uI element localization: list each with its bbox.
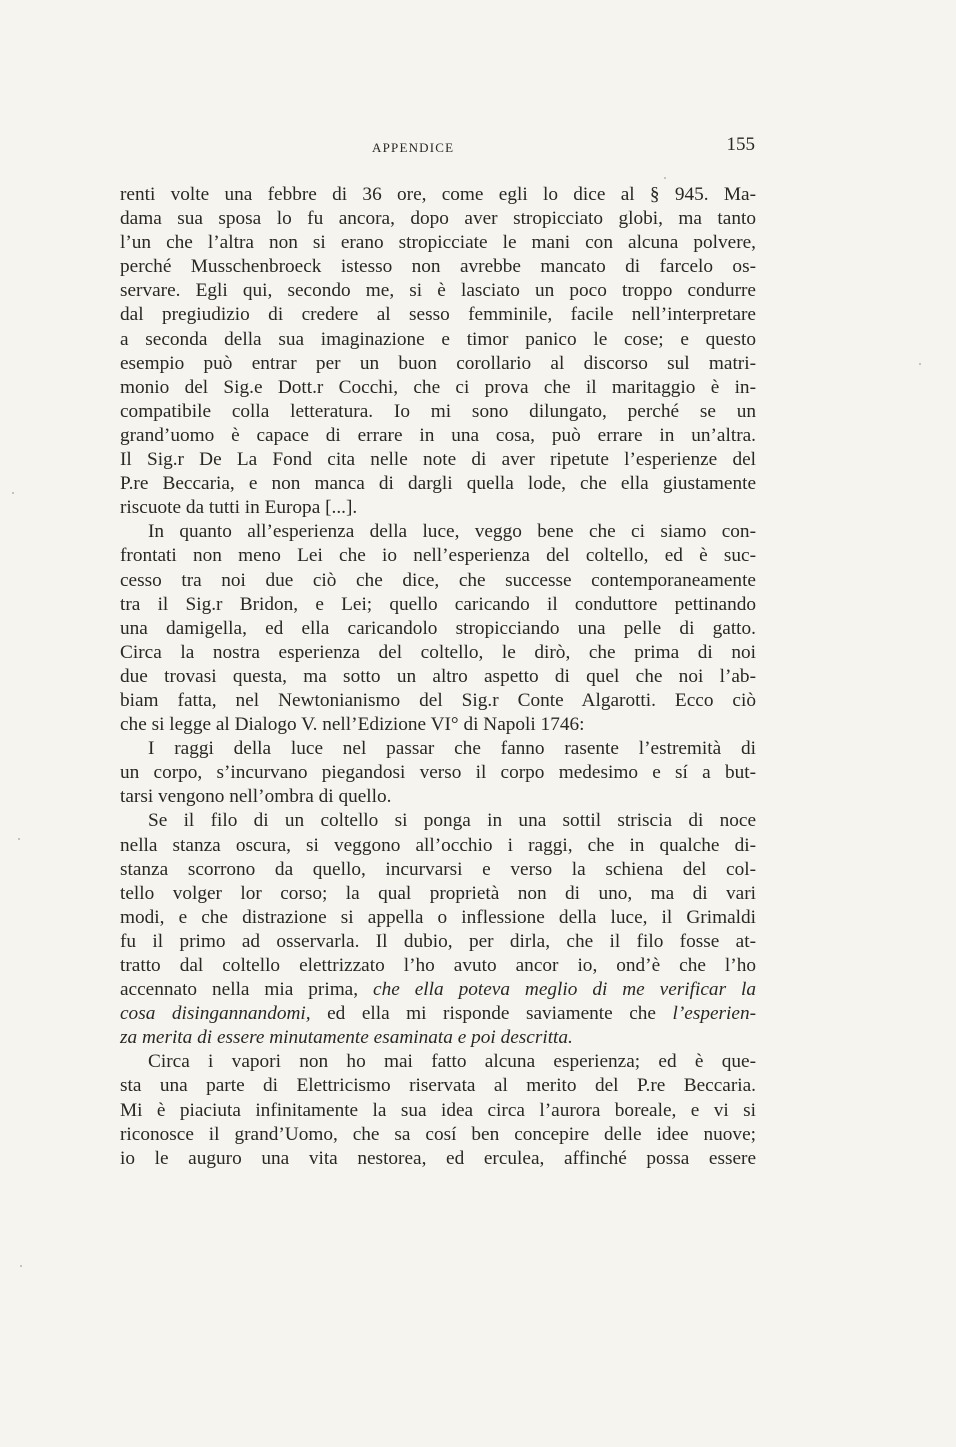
italic-segment: cosa disingannandomi, — [120, 1003, 311, 1025]
text-line: Circa la nostra esperienza del coltello, le dirò, che prima di noi — [120, 641, 756, 663]
quote-line: tello volger lor corso; la qual proprietà non di uno, ma di vari — [120, 882, 756, 904]
quote-line: modi, e che distrazione si appella o inflessione della luce, il Grimaldi — [120, 906, 756, 928]
text-line: una damigella, ed ella caricandolo stropicciando una pelle di gatto. — [120, 617, 756, 639]
text-segment: ed ella mi risponde saviamente che — [310, 1003, 673, 1025]
text-line: servare. Egli qui, secondo me, si è lasciato un poco troppo condurre — [120, 280, 756, 302]
text-line: P.re Beccaria, e non manca di dargli quella lode, che ella giustamente — [120, 473, 756, 495]
text-line: tratto dal coltello elettrizzato l’ho avuto ancor io, ond’è che l’ho — [120, 955, 756, 976]
running-head — [120, 134, 755, 158]
text-line: l’un che l’altra non si erano stropicciate le mani con alcuna polvere, — [120, 232, 756, 254]
text-line: grand’uomo è capace di errare in una cosa, può errare in un’altra. — [120, 424, 756, 446]
text-line: Circa i vapori non ho mai fatto alcuna esperienza; ed è que- — [148, 1051, 756, 1073]
text-line: Mi è piaciuta infinitamente la sua idea circa l’aurora boreale, e vi si — [120, 1099, 756, 1121]
text-line: perché Musschenbroeck istesso non avrebbe mancato di farcelo os- — [120, 256, 756, 278]
quote-line: un corpo, s’incurvano piegandosi verso il corpo medesimo e sí a but- — [120, 762, 756, 784]
text-line: compatibile colla letteratura. Io mi sono dilungato, perché se un — [120, 400, 756, 422]
text-line-mixed — [120, 978, 756, 1002]
text-line: sta una parte di Elettricismo riservata al merito del P.re Beccaria. — [120, 1075, 756, 1097]
text-line: In quanto all’esperienza della luce, veggo bene che ci siamo con- — [148, 521, 756, 543]
paper-speck — [919, 363, 921, 365]
quote-line: stanza scorrono da quello, incurvarsi e verso la schiena del col- — [120, 858, 756, 880]
text-line: biam fatta, nel Newtonianismo del Sig.r Conte Algarotti. Ecco ciò — [120, 689, 756, 711]
body-text — [120, 183, 756, 1171]
text-line: io le auguro una vita nestorea, ed erculea, affinché possa essere — [120, 1147, 756, 1169]
quote-line: tarsi vengono nell’ombra di quello. — [120, 786, 392, 808]
italic-segment: che ella poteva meglio di me verificar la — [373, 979, 757, 1001]
text-line: tra il Sig.r Bridon, e Lei; quello caricando il conduttore pettinando — [120, 593, 756, 615]
text-line: cesso tra noi due ciò che dice, che successe contemporaneamente — [120, 569, 756, 591]
text-segment: accennato nella mia prima, — [120, 979, 374, 1001]
text-line: frontati non meno Lei che io nell’esperienza del coltello, ed è suc- — [120, 545, 756, 567]
quote-line: I raggi della luce nel passar che fanno rasente l’estremità di — [148, 738, 756, 760]
text-line: dal pregiudizio di credere al sesso femminile, facile nell’interpretare — [120, 304, 756, 326]
text-line: due trovasi questa, ma sotto un altro aspetto di quel che noi l’ab- — [120, 665, 756, 687]
italic-segment: l’esperien- — [672, 1003, 757, 1025]
italic-segment: za merita di essere minutamente esaminata e poi descritta. — [120, 1027, 573, 1049]
text-line: monio del Sig.e Dott.r Cocchi, che ci prova che il maritaggio è in- — [120, 376, 756, 398]
running-title: APPENDICE — [372, 140, 455, 155]
text-line-mixed — [120, 1002, 756, 1026]
text-line-italic — [120, 1026, 756, 1050]
quote-line: nella stanza oscura, si veggono all’occhio i raggi, che in qualche di- — [120, 834, 756, 856]
text-line: che si legge al Dialogo V. nell’Edizione VI° di Napoli 1746: — [120, 714, 585, 736]
text-line: renti volte una febbre di 36 ore, come egli lo dice al § 945. Ma- — [120, 184, 756, 205]
text-line: riconosce il grand’Uomo, che sa cosí ben concepire delle idee nuove; — [120, 1123, 756, 1145]
page-number: 155 — [726, 134, 755, 155]
text-line: riscuote da tutti in Europa [...]. — [120, 497, 358, 519]
text-line: dama sua sposa lo fu ancora, dopo aver stropicciato globi, ma tanto — [120, 208, 756, 230]
paper-speck — [20, 1265, 22, 1267]
paper-speck — [664, 177, 666, 179]
text-line: a seconda della sua imaginazione e timor panico le cose; e questo — [120, 328, 756, 350]
paper-speck — [12, 492, 14, 494]
text-line: Il Sig.r De La Fond cita nelle note di aver ripetute l’esperienze del — [120, 449, 756, 471]
text-line: fu il primo ad osservarla. Il dubio, per dirla, che il filo fosse at- — [120, 930, 756, 952]
text-line: esempio può entrar per un buon corollario al discorso sul matri- — [120, 352, 756, 374]
paper-speck — [18, 838, 20, 840]
quote-line: Se il filo di un coltello si ponga in una sottil striscia di noce — [148, 810, 756, 832]
